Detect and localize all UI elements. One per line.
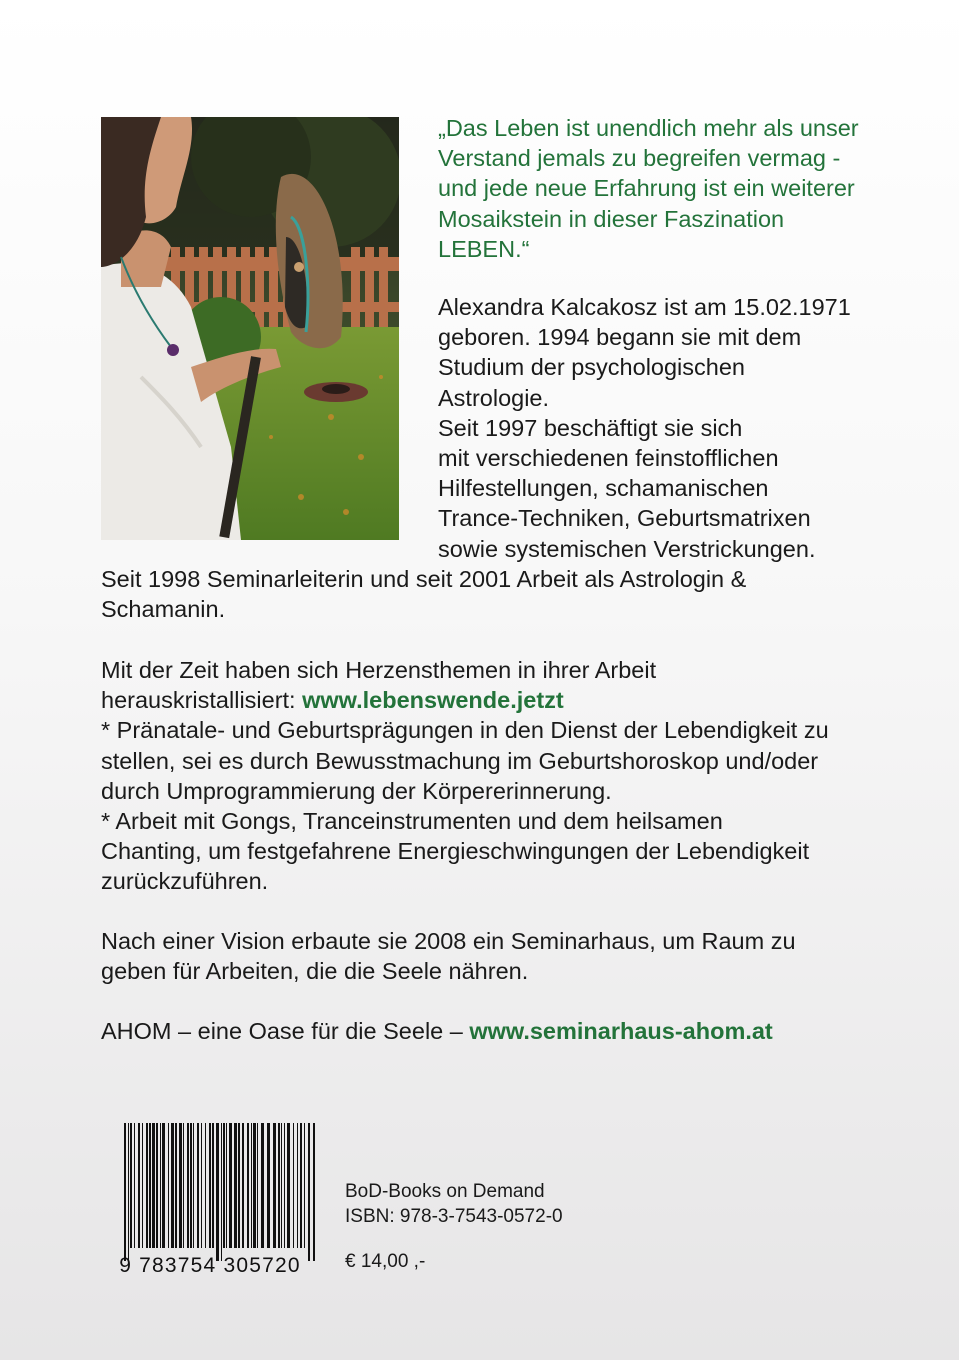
barcode-bar [146,1123,148,1248]
barcode-bar [313,1123,315,1261]
author-bio-continued [101,564,921,624]
themes-intro-text: herauskristallisiert: [101,687,303,714]
ahom-section [101,1016,921,1046]
themes-intro-link-line [101,685,921,715]
bio-line: Hilfestellungen, schamanischen [438,475,769,502]
bio-line: Seit 1998 Seminarleiterin und seit 2001 Arbeit als Astrologin & [101,566,747,592]
barcode-bar [201,1123,202,1248]
barcode-bar [281,1123,282,1248]
barcode-bar [221,1123,222,1261]
barcode-bar [308,1123,310,1261]
barcode-bar [205,1123,206,1248]
barcode-digits: 9 783754 305720 [119,1254,301,1277]
barcode-bar [134,1123,135,1248]
publisher-name: BoD-Books on Demand [345,1181,545,1202]
bio-line: sowie systemischen Verstrickungen. [438,535,816,562]
author-photo [101,117,399,540]
theme-line: Chanting, um festgefahrene Energieschwingungen der Lebendigkeit [101,838,810,865]
barcode-bar [261,1123,264,1248]
barcode-bar [284,1123,285,1248]
vision-section [101,926,921,986]
bio-line: Alexandra Kalcakosz ist am 15.02.1971 [438,294,851,320]
barcode-bar [179,1123,182,1248]
barcode-bar [287,1123,290,1248]
barcode-bar [193,1123,194,1248]
barcode-bar [187,1123,189,1248]
barcode-bar [293,1123,294,1248]
bio-line: Seit 1997 beschäftigt sie sich [438,414,743,441]
barcode-bar [267,1123,270,1248]
barcode-bar [209,1123,211,1248]
barcode-bar [149,1123,151,1248]
author-bio [438,292,938,564]
theme-line: * Arbeit mit Gongs, Tranceinstrumenten und dem heilsamen [101,808,723,835]
vision-line: Nach einer Vision erbaute sie 2008 ein Seminarhaus, um Raum zu [101,928,796,954]
barcode-bar [152,1123,155,1248]
barcode-bar [124,1123,126,1261]
barcode-bar [273,1123,276,1248]
theme-line: * Pränatale- und Geburtsprägungen in den Dienst der Lebendigkeit zu [101,717,829,744]
bio-line: Schamanin. [101,596,226,623]
themes-section [101,655,921,897]
quote-line: „Das Leben ist unendlich mehr als unser [438,115,859,141]
quote [438,113,938,264]
ahom-line [101,1016,921,1046]
bio-line: geboren. 1994 begann sie mit dem [438,324,802,351]
barcode-bar [257,1123,258,1248]
isbn-text: ISBN: 978-3-7543-0572-0 [345,1206,563,1227]
barcode-bar [128,1123,129,1261]
bio-line: Astrologie. [438,384,550,411]
bio-line: mit verschiedenen feinstofflichen [438,445,779,472]
themes-intro: Mit der Zeit haben sich Herzensthemen in ihrer Arbeit [101,657,657,683]
barcode-bar [300,1123,302,1248]
theme-line: durch Umprogrammierung der Körpererinnerung. [101,777,612,804]
barcode-bar [226,1123,227,1248]
barcode-bar [234,1123,237,1248]
bio-line: Studium der psychologischen [438,354,745,381]
barcode-bar [238,1123,240,1248]
barcode-bar [223,1123,225,1248]
vision-line: geben für Arbeiten, die die Seele nähren. [101,958,529,985]
lebenswende-link[interactable]: www.lebenswende.jetzt [302,687,564,714]
barcode-bar [168,1123,169,1248]
barcode-bar [183,1123,184,1248]
quote-line: und jede neue Erfahrung ist ein weiterer [438,175,855,202]
quote-line: Verstand jemals zu begreifen vermag - [438,145,841,172]
isbn-barcode [100,1120,320,1280]
barcode-bar [142,1123,143,1248]
barcode-bar [251,1123,252,1248]
barcode-bar [212,1123,214,1248]
barcode-bar [156,1123,158,1248]
price: € 14,00 ,- [345,1251,426,1272]
barcode-bar [197,1123,199,1248]
barcode-bar [297,1123,298,1248]
barcode-bar [216,1123,219,1261]
barcode-bar [162,1123,165,1248]
seminarhaus-link[interactable]: www.seminarhaus-ahom.at [469,1018,773,1044]
quote-line: Mosaikstein in dieser Faszination [438,205,785,232]
barcode-bar [253,1123,256,1248]
barcode-bar [175,1123,177,1248]
barcode-bar [242,1123,244,1248]
bio-line: Trance-Techniken, Geburtsmatrixen [438,505,811,532]
barcode-bar [304,1123,305,1248]
quote-line: LEBEN.“ [438,235,530,262]
ahom-text: AHOM – eine Oase für die Seele – [101,1018,470,1044]
barcode-bar [171,1123,174,1248]
theme-line: stellen, sei es durch Bewusstmachung im Geburtshoroskop und/oder [101,747,819,774]
barcode-bar [229,1123,232,1248]
barcode-bar [247,1123,249,1248]
barcode-bar [138,1123,140,1248]
barcode-bar [278,1123,280,1248]
theme-line: zurückzuführen. [101,868,269,895]
barcode-bar [130,1123,132,1248]
publisher-info [345,1179,563,1229]
barcode-bar [160,1123,161,1248]
barcode-bar [190,1123,192,1248]
